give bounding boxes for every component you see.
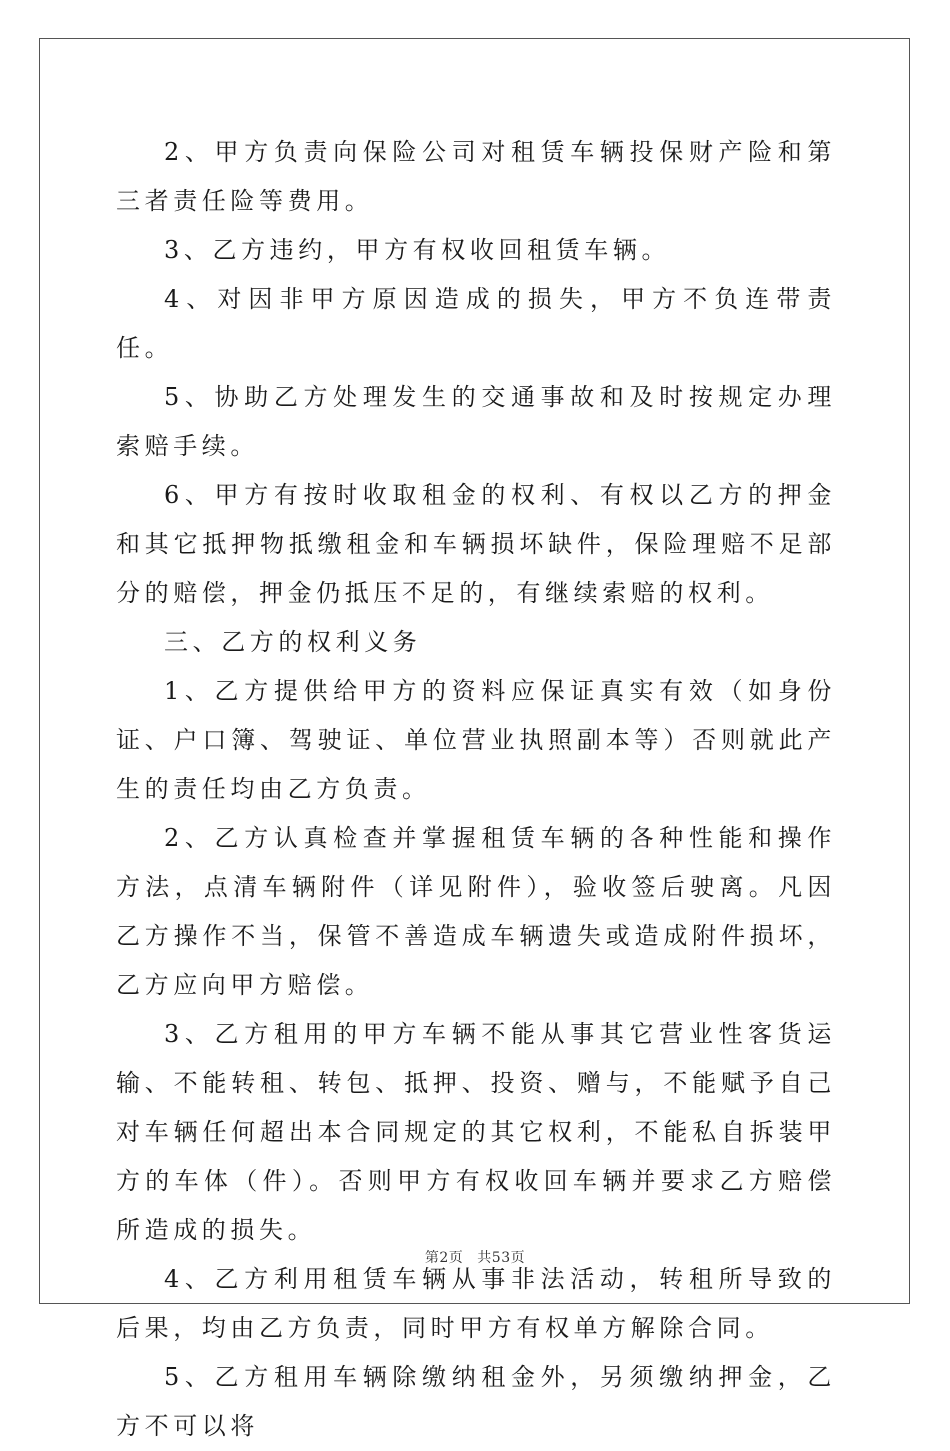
section-heading: 三、乙方的权利义务	[164, 628, 422, 656]
paragraph: 6、甲方有按时收取租金的权利、有权以乙方的押金和其它抵押物抵缴租金和车辆损坏缺件，保险理赔不足部分的赔偿，押金仍抵压不足的，有继续索赔的权利。	[116, 481, 836, 607]
page-footer	[0, 1247, 950, 1267]
paragraph: 5、协助乙方处理发生的交通事故和及时按规定办理索赔手续。	[116, 383, 836, 460]
paragraph: 2、乙方认真检查并掌握租赁车辆的各种性能和操作方法，点清车辆附件（详见附件），验收签后驶离。凡因乙方操作不当，保管不善造成车辆遗失或造成附件损坏，乙方应向甲方赔偿。	[116, 824, 836, 999]
paragraph: 3、乙方租用的甲方车辆不能从事其它营业性客货运输、不能转租、转包、抵押、投资、赠与，不能赋予自己对车辆任何超出本合同规定的其它权利，不能私自拆装甲方的车体（件）。否则甲方有权收回车辆并要求乙方赔偿所造成的损失。	[116, 1020, 836, 1244]
paragraph: 4、对因非甲方原因造成的损失，甲方不负连带责任。	[116, 285, 836, 362]
paragraph: 4、乙方利用租赁车辆从事非法活动，转租所导致的后果，均由乙方负责，同时甲方有权单方解除合同。	[116, 1265, 836, 1342]
total-pages: 共53页	[477, 1250, 526, 1266]
paragraph: 2、甲方负责向保险公司对租赁车辆投保财产险和第三者责任险等费用。	[116, 138, 836, 215]
page-number: 第2页	[424, 1250, 464, 1266]
paragraph: 5、乙方租用车辆除缴纳租金外，另须缴纳押金，乙方不可以将	[116, 1363, 836, 1440]
paragraph: 3、乙方违约，甲方有权收回租赁车辆。	[164, 236, 671, 264]
paragraph: 1、乙方提供给甲方的资料应保证真实有效（如身份证、户口簿、驾驶证、单位营业执照副本等）否则就此产生的责任均由乙方负责。	[116, 677, 836, 803]
